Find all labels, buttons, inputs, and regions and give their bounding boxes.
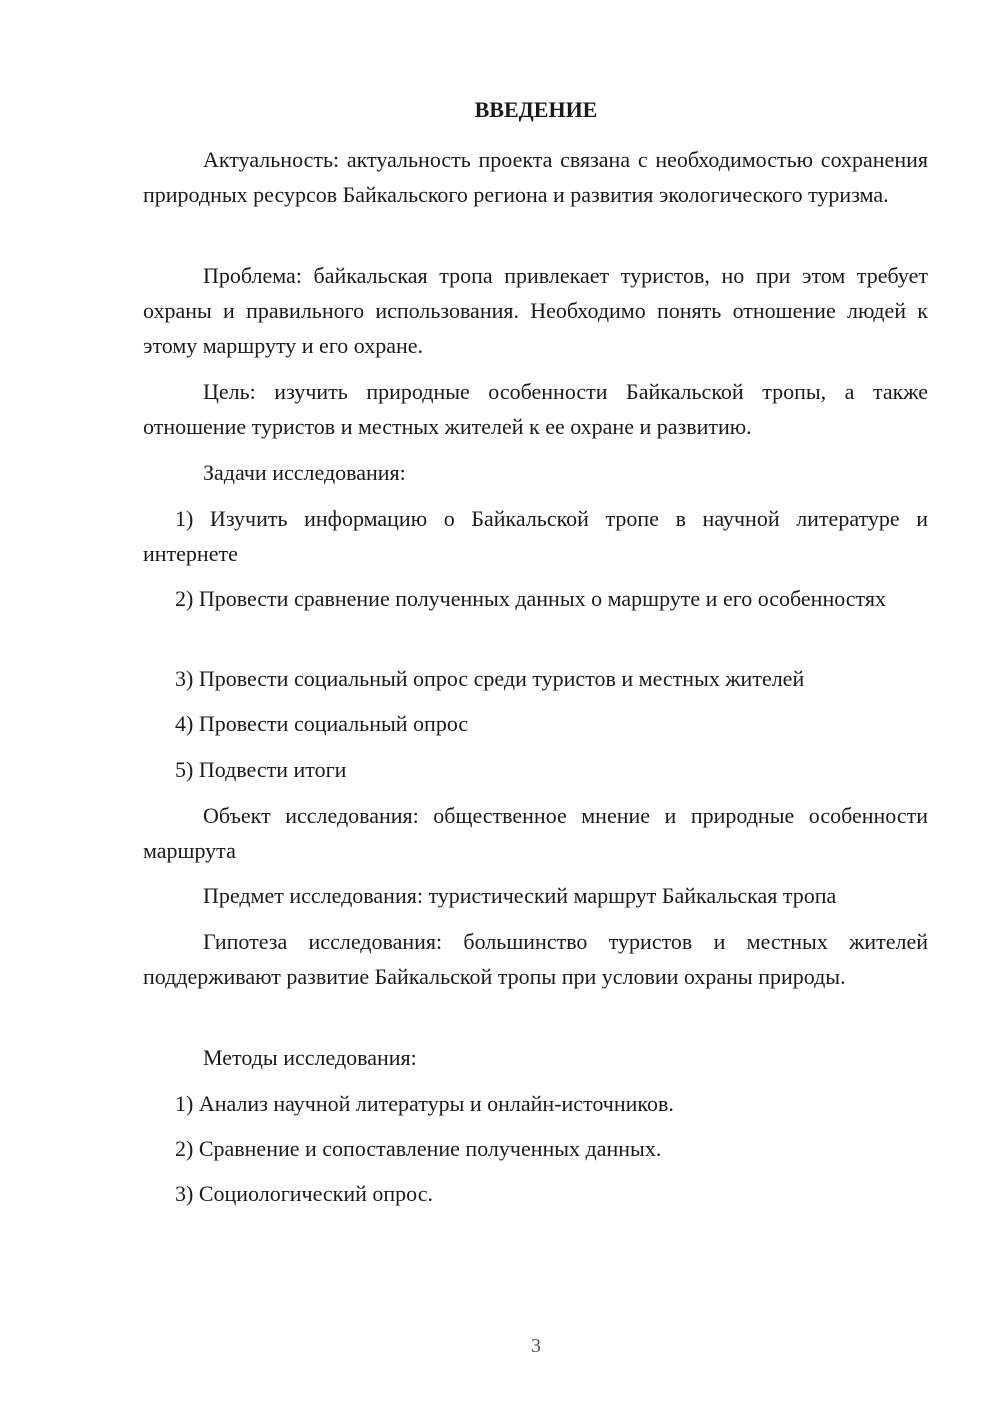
methods-title: Методы исследования: [203, 1045, 417, 1070]
method-item-2: 2) Сравнение и сопоставление полученных данных. [175, 1136, 662, 1161]
method-item-3: 3) Социологический опрос. [175, 1181, 433, 1206]
subject-paragraph: Предмет исследования: туристический маршрут Байкальская тропа [203, 883, 837, 908]
object-paragraph: Объект исследования: общественное мнение и природные особенности маршрута [143, 803, 928, 863]
tasks-title: Задачи исследования: [203, 460, 406, 485]
method-item-1: 1) Анализ научной литературы и онлайн-источников. [175, 1091, 674, 1116]
task-item-4: 4) Провести социальный опрос [175, 711, 469, 736]
relevance-paragraph: Актуальность: актуальность проекта связана с необходимостью сохранения природных ресурсов Байкальского региона и развития экологического туризма. [143, 147, 928, 207]
page-number: 3 [531, 1335, 541, 1357]
task-item-3: 3) Провести социальный опрос среди туристов и местных жителей [175, 666, 805, 691]
goal-paragraph: Цель: изучить природные особенности Байкальской тропы, а также отношение туристов и местных жителей к ее охране и развитию. [143, 379, 928, 439]
task-item-2: 2) Провести сравнение полученных данных о маршруте и его особенностях [175, 586, 886, 611]
hypothesis-paragraph: Гипотеза исследования: большинство туристов и местных жителей поддерживают развитие Байкальской тропы при условии охраны природы. [143, 929, 928, 989]
task-item-5: 5) Подвести итоги [175, 757, 347, 782]
problem-paragraph: Проблема: байкальская тропа привлекает туристов, но при этом требует охраны и правильного использования. Необходимо понять отношение людей к этому маршруту и его охране. [143, 263, 928, 358]
task-item-1: 1) Изучить информацию о Байкальской тропе в научной литературе и интернете [143, 506, 928, 566]
page-title: ВВЕДЕНИЕ [474, 97, 598, 122]
